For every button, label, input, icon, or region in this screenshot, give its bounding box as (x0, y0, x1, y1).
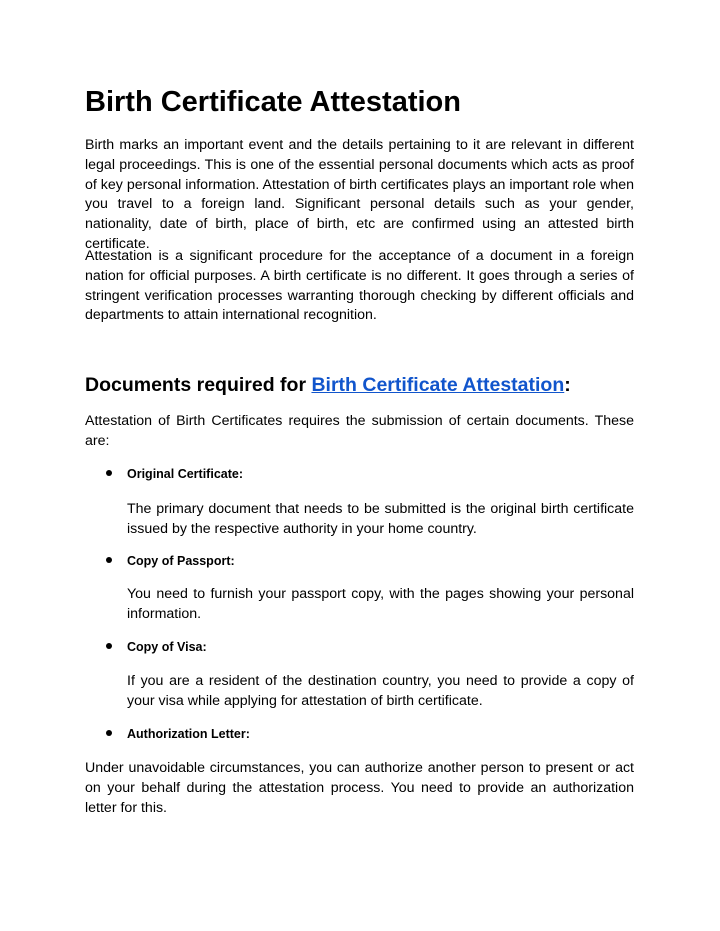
list-item-text: The primary document that needs to be submitted is the original birth certificate issued by the respective authority in your home country. (127, 501, 634, 537)
list-item-text: You need to furnish your passport copy, with the pages showing your personal information. (127, 586, 634, 622)
section-heading-prefix: Documents required for (85, 374, 312, 396)
intro-paragraph-2: Attestation is a significant procedure for the acceptance of a document in a foreign nation for official purposes. A birth certificate is no different. It goes through a series of stringent verification processes warranting thorough checking by different officials and departments to attain international recognition. (85, 248, 634, 324)
section-intro: Attestation of Birth Certificates requires the submission of certain documents. These are: (85, 413, 634, 449)
birth-certificate-attestation-link[interactable]: Birth Certificate Attestation (311, 374, 565, 396)
intro-paragraph-1: Birth marks an important event and the details pertaining to it are relevant in different legal proceedings. This is one of the essential personal documents which acts as proof of key personal information. Attestation of birth certificates plays an important role when you travel to a foreign land. Significant personal details such as your gender, nationality, date of birth, place of birth, etc are confirmed using an attested birth certificate. (85, 137, 634, 252)
closing-paragraph: Under unavoidable circumstances, you can authorize another person to present or act on your behalf during the attestation process. You need to provide an authorization letter for this. (85, 760, 634, 816)
section-heading-suffix: : (564, 374, 571, 396)
bullet-icon (106, 643, 112, 649)
list-item-label: Copy of Passport: (127, 554, 235, 568)
bullet-icon (106, 470, 112, 476)
list-item-text: If you are a resident of the destination country, you need to provide a copy of your visa while applying for attestation of birth certificate. (127, 673, 634, 709)
bullet-icon (106, 557, 112, 563)
list-item-label: Original Certificate: (127, 467, 243, 481)
page-title: Birth Certificate Attestation (85, 86, 461, 118)
section-heading (85, 372, 571, 398)
bullet-icon (106, 730, 112, 736)
list-item-label: Authorization Letter: (127, 727, 250, 741)
list-item-label: Copy of Visa: (127, 640, 207, 654)
